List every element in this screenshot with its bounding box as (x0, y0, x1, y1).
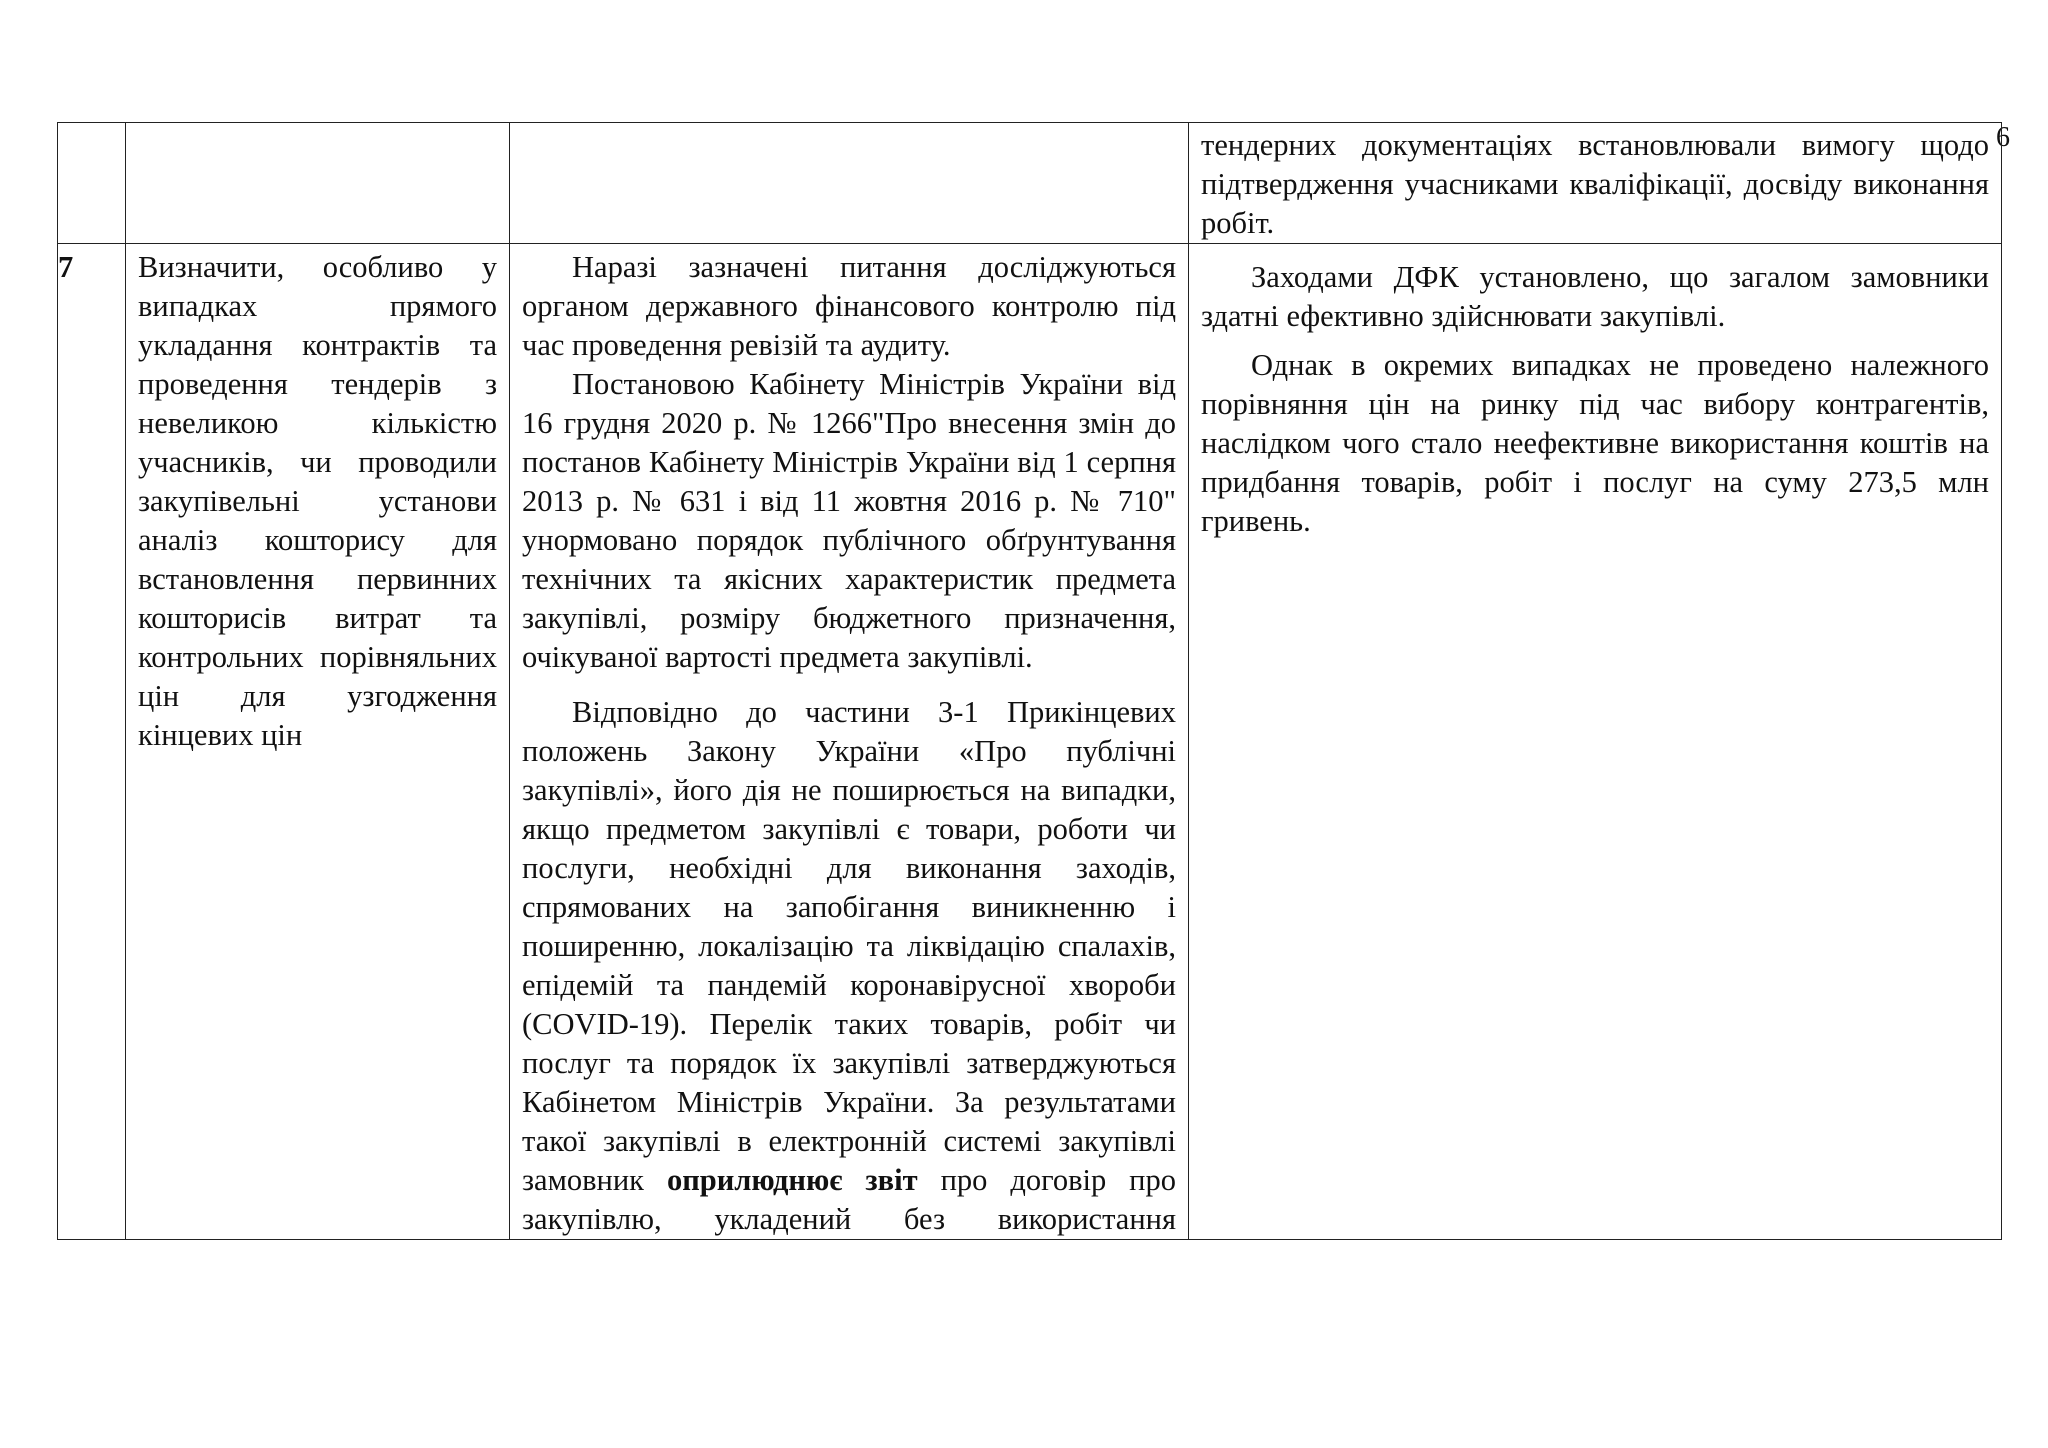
row-number-cell (58, 123, 126, 244)
recommendation-cell (126, 244, 510, 1240)
recommendation-cell (126, 123, 510, 244)
page-number: 6 (1996, 122, 2010, 153)
actions-paragraph-3-tail: про договір про закупівлю, укладений без використання (522, 1163, 1176, 1236)
actions-paragraph-1: Наразі зазначені питання досліджуються органом державного фінансового контролю під час проведення ревізій та аудиту. (522, 250, 1176, 362)
table-row-continuation (58, 123, 2002, 244)
result-continuation-text: тендерних документаціях встановлювали вимогу щодо підтвердження учасниками кваліфікації, досвіду виконання робіт. (1201, 128, 1989, 240)
table-row-7 (58, 244, 2002, 1240)
row-number-cell: 7 (58, 244, 126, 1240)
actions-paragraph-3 (522, 693, 1176, 1239)
actions-cell (510, 244, 1189, 1240)
actions-paragraph-2: Постановою Кабінету Міністрів України від 16 грудня 2020 р. № 1266"Про внесення змін до постанов Кабінету Міністрів України від 1 серпня 2013 р. № 631 і від 11 жовтня 2016 р. № 710" унормовано порядок публічного обґрунтування технічних та якісних характеристик предмета закупівлі, розміру бюджетного призначення, очікуваної вартості предмета закупівлі. (522, 367, 1176, 674)
actions-paragraph-3-bold: оприлюднює звіт (666, 1163, 918, 1197)
result-cell (1189, 123, 2002, 244)
result-paragraph-2: Однак в окремих випадках не проведено належного порівняння цін на ринку під час вибору контрагентів, наслідком чого стало неефективне використання коштів на придбання товарів, робіт і послуг на суму 273,5 млн гривень. (1201, 348, 1989, 538)
result-cell (1189, 244, 2002, 1240)
recommendation-text: Визначити, особливо у випадках прямого укладання контрактів та проведення тендерів з невеликою кількістю учасників, чи проводили закупівельні установи аналіз кошторису для встановлення первинних кошторисів витрат та контрольних порівняльних цін для узгодження кінцевих цін (138, 250, 497, 752)
report-table (57, 122, 2002, 1240)
actions-cell (510, 123, 1189, 244)
result-paragraph-1: Заходами ДФК установлено, що загалом замовники здатні ефективно здійснювати закупівлі. (1201, 260, 1989, 333)
actions-paragraph-3-text: Відповідно до частини 3-1 Прикінцевих положень Закону України «Про публічні закупівлі», його дія не поширюється на випадки, якщо предметом закупівлі є товари, роботи чи послуги, необхідні для виконання заходів, спрямованих на запобігання виникненню і поширенню, локалізацію та ліквідацію спалахів, епідемій та пандемій коронавірусної хвороби (COVID-19). Перелік таких товарів, робіт чи послуг та порядок їх закупівлі затверджуються Кабінетом Міністрів України. За результатами такої закупівлі в електронній системі закупівлі замовник (522, 695, 1176, 1197)
